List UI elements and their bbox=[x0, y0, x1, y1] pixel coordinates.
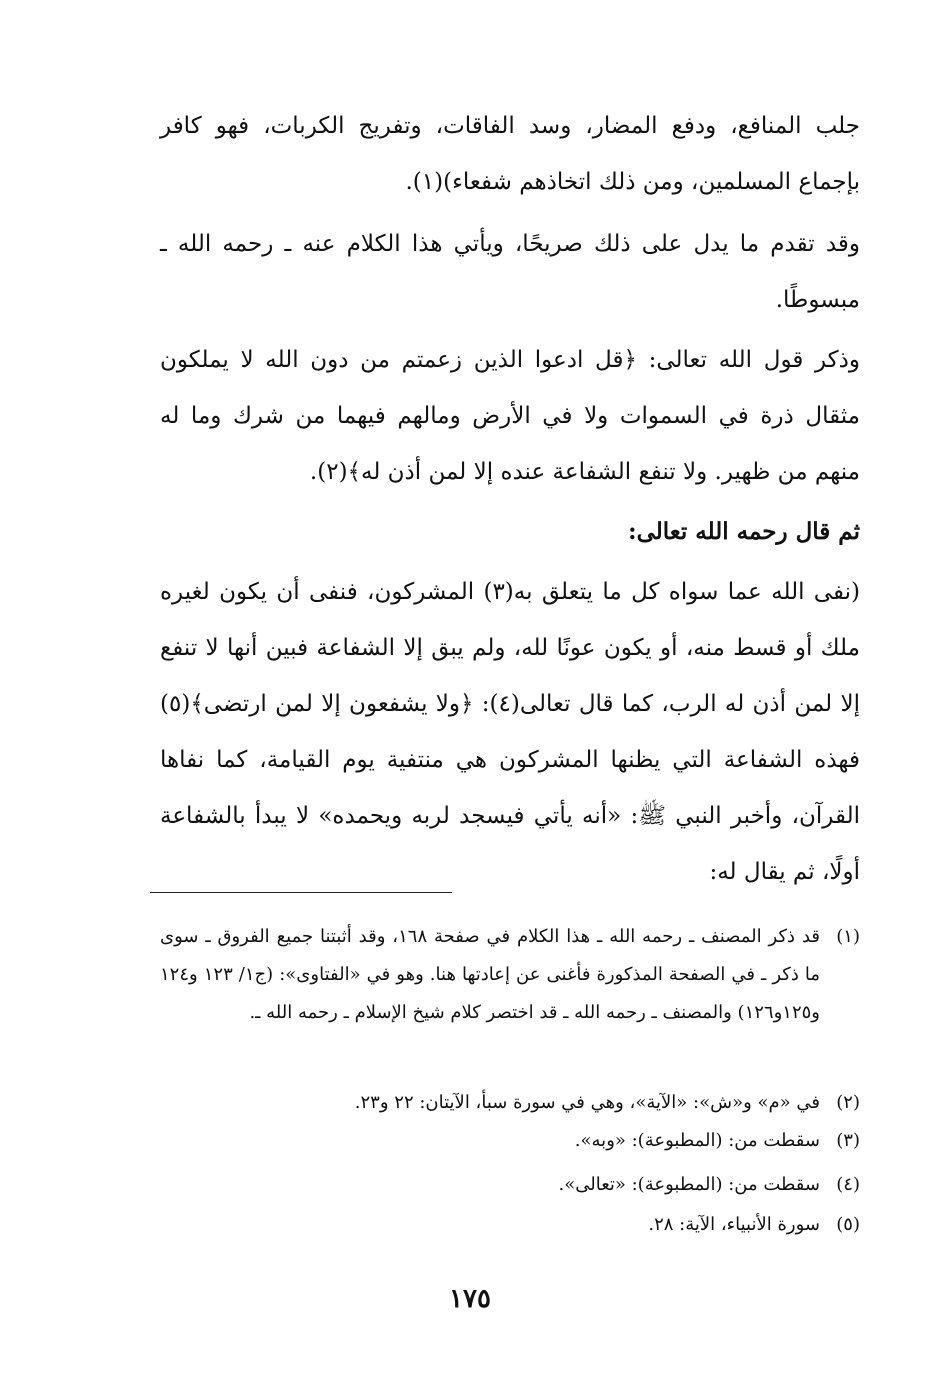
page-number: ١٧٥ bbox=[449, 1284, 491, 1314]
footnote-number: (٤) bbox=[836, 1174, 860, 1195]
paragraph-2: وقد تقدم ما يدل على ذلك صريحًا، ويأتي هذا الكلام عنه ـ رحمه الله ـ مبسوطًا. bbox=[160, 231, 860, 313]
footnote-text: سورة الأنبياء، الآية: ٢٨. bbox=[648, 1214, 820, 1235]
footnote-number: (٥) bbox=[836, 1214, 860, 1235]
paragraph-1: جلب المنافع، ودفع المضار، وسد الفاقات، وتفريج الكربات، فهو كافر بإجماع المسلمين، ومن ذلك اتخاذهم شفعاء)(١). bbox=[160, 113, 861, 195]
footnote-text: سقطت من: (المطبوعة): «تعالى». bbox=[558, 1174, 820, 1195]
paragraph-4: (نفى الله عما سواه كل ما يتعلق به(٣) المشركون، فنفى أن يكون لغيره ملك أو قسط منه، أو يكون عونًا لله، ولم يبق إلا الشفاعة فبين أنها لا تنفع إلا لمن أذن له الرب، كما قال تعالى(٤): ﴿ولا يشفعون إلا لمن ارتضى﴾(٥) فهذه الشفاعة التي يظنها المشركون هي منتفية يوم القيامة، كما نفاها القرآن، وأخبر النبي ﷺ: «أنه يأتي فيسجد لربه ويحمده» لا يبدأ بالشفاعة أولًا، ثم يقال له: bbox=[160, 579, 860, 885]
footnote-text: في «م» و«ش»: «الآية»، وهي في سورة سبأ، الآيتان: ٢٢ و٢٣. bbox=[354, 1092, 820, 1113]
footnote-number: (٢) bbox=[836, 1092, 860, 1113]
footnote-3 bbox=[160, 1122, 860, 1160]
footnote-1 bbox=[160, 918, 860, 1032]
section-heading: ثم قال رحمه الله تعالى: bbox=[628, 518, 860, 545]
paragraph-3: وذكر قول الله تعالى: ﴿قل ادعوا الذين زعمتم من دون الله لا يملكون مثقال ذرة في السموات ولا في الأرض ومالهم فيهما من شرك وما له منهم من ظهير. ولا تنفع الشفاعة عنده إلا لمن أذن له﴾(٢). bbox=[160, 347, 860, 485]
footnote-5 bbox=[160, 1206, 860, 1244]
footnote-number: (٣) bbox=[836, 1130, 860, 1151]
footnote-2 bbox=[160, 1084, 860, 1122]
footnote-4 bbox=[160, 1166, 860, 1204]
footnote-separator bbox=[150, 892, 452, 893]
footnote-text: قد ذكر المصنف ـ رحمه الله ـ هذا الكلام في صفحة ١٦٨، وقد أثبتنا جميع الفروق ـ سوى ما ذكر ـ في الصفحة المذكورة فأغنى عن إعادتها هنا. وهو في «الفتاوى»: (ج١/ ١٢٣ و١٢٤ و١٢٥و١٢٦) والمصنف ـ رحمه الله ـ قد اختصر كلام شيخ الإسلام ـ رحمه الله ـ. bbox=[160, 926, 820, 1023]
footnote-text: سقطت من: (المطبوعة): «وبه». bbox=[574, 1130, 820, 1151]
footnote-number: (١) bbox=[836, 926, 860, 947]
